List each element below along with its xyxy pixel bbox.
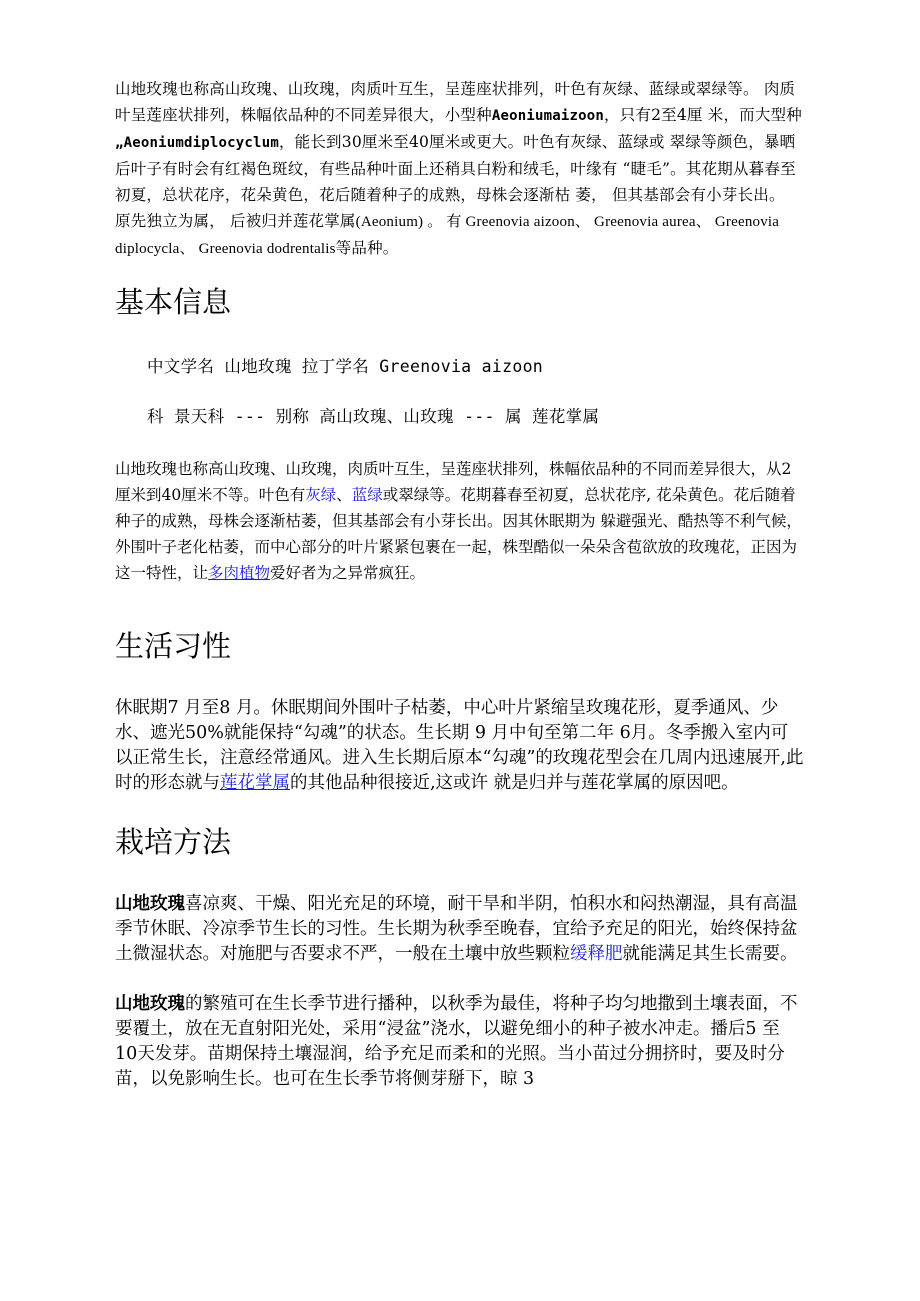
description-paragraph [115, 456, 805, 586]
cultivation-text-1a: 喜凉爽、干燥、阳光充足的环境，耐干旱和半阴，怕积水和闷热潮湿，具有高温季节休眠、冷凉季节生长的习性。生长期为秋季至晚春，宜给予充足的阳光，始终保持盆土微湿状态。对施肥与否要求不严，一般在土壤中放些颗粒 [115, 894, 798, 964]
link-grey-green[interactable]: 灰绿 [305, 486, 337, 504]
description-text-b: 、 [336, 486, 352, 504]
cultivation-term-1: 山地玫瑰 [115, 894, 185, 914]
link-succulents[interactable]: 多肉植物 [208, 564, 271, 582]
heading-cultivation: 栽培方法 [115, 825, 232, 859]
cultivation-paragraph-2 [115, 992, 805, 1092]
intro-latin-aizoon: Aeoniumaizoon [491, 108, 604, 124]
basic-info-row-1: 中文学名 山地玫瑰 拉丁学名 Greenovia aizoon [147, 357, 544, 376]
link-slow-release-fertilizer[interactable]: 缓释肥 [570, 944, 623, 964]
intro-text-a: 山地玫瑰也称高山玫瑰、山玫瑰，肉质叶互生，呈莲座状排列，叶色有灰绿、蓝绿或翠绿等。 肉质叶呈莲座状排列，株幅依品种的不同差异很大，小型种 [115, 80, 796, 124]
habits-paragraph [115, 696, 805, 796]
description-text-d: 爱好者为之异常疯狂。 [270, 564, 426, 582]
heading-habits: 生活习性 [115, 629, 232, 663]
cultivation-text-1b: 就能满足其生长需要。 [622, 944, 798, 964]
description-text-c: 或翠绿等。花期暮春至初夏，总状花序, 花朵黄色。花后随着种子的成熟，母株会逐渐枯萎，但其基部会有小芽长出。因其休眠期为 躲避强光、酷热等不利气候，外围叶子老化枯萎，而中心部分的叶片紧紧包裹在一起，株型酷似一朵朵含苞欲放的玫瑰花，正因为这一特性，让 [115, 486, 802, 582]
habits-text-b: 的其他品种很接近,这或许 就是归并与莲花掌属的原因吧。 [290, 773, 739, 793]
intro-text-c: ，能长到30厘米至40厘米或更大。叶色有灰绿、蓝绿或 翠绿等颜色，暴晒后叶子有时会有红褐色斑纹，有些品种叶面上还稍具白粉和绒毛，叶缘有 “睫毛”。其花期从暮春至初夏，总状花序，花朵黄色，花后随着种子的成熟，母株会逐渐枯 萎， 但其基部会有小芽长出。 原先独立为属， 后被归并莲花掌属 [115, 133, 796, 230]
intro-text-e: 等品种。 [335, 239, 399, 257]
document-page [115, 76, 805, 1092]
basic-info-row-2: 科 景天科 --- 别称 高山玫瑰、山玫瑰 --- 属 莲花掌属 [147, 407, 600, 426]
habits-text-a: 休眠期7 月至8 月。休眠期间外围叶子枯萎，中心叶片紧缩呈玫瑰花形，夏季通风、少水、遮光50%就能保持“勾魂”的状态。生长期 9 月中旬至第二年 6月。冬季搬入室内可以正常生长，注意经常通风。进入生长期后原本“勾魂”的玫瑰花型会在几周内迅速展开,此时的形态就与 [115, 698, 804, 793]
intro-text-d: (Aeonium) 。 有 Greenovia aizoon、 Greenovia aurea、 Greenovia diplocycla、 Greenovia dodrentalis [115, 214, 780, 257]
cultivation-text-2a: 的繁殖可在生长季节进行播种，以秋季为最佳，将种子均匀地撒到土壤表面，不要覆土，放在无直射阳光处，采用“浸盆”浇水，以避免细小的种子被水冲走。播后5 至 10天发芽。苗期保持土壤湿润，给予充足而柔和的光照。当小苗过分拥挤时，要及时分苗，以免影响生长。也可在生长季节将侧芽掰下，晾 3 [115, 994, 798, 1089]
cultivation-term-2: 山地玫瑰 [115, 994, 185, 1014]
description-text-a: 山地玫瑰也称高山玫瑰、山玫瑰，肉质叶互生，呈莲座状排列，株幅依品种的不同而差异很大，从2厘米到40厘米不等。叶色有 [115, 460, 792, 504]
intro-latin-diplocyclum: „Aeoniumdiplocyclum [115, 135, 279, 151]
link-blue-green[interactable]: 蓝绿 [351, 486, 383, 504]
link-aeonium-genus[interactable]: 莲花掌属 [220, 773, 290, 793]
heading-basic-info: 基本信息 [115, 285, 232, 319]
cultivation-paragraph-1 [115, 892, 805, 967]
intro-text-b: ，只有2至4厘 米，而大型种 [604, 106, 802, 124]
intro-paragraph [115, 76, 805, 262]
